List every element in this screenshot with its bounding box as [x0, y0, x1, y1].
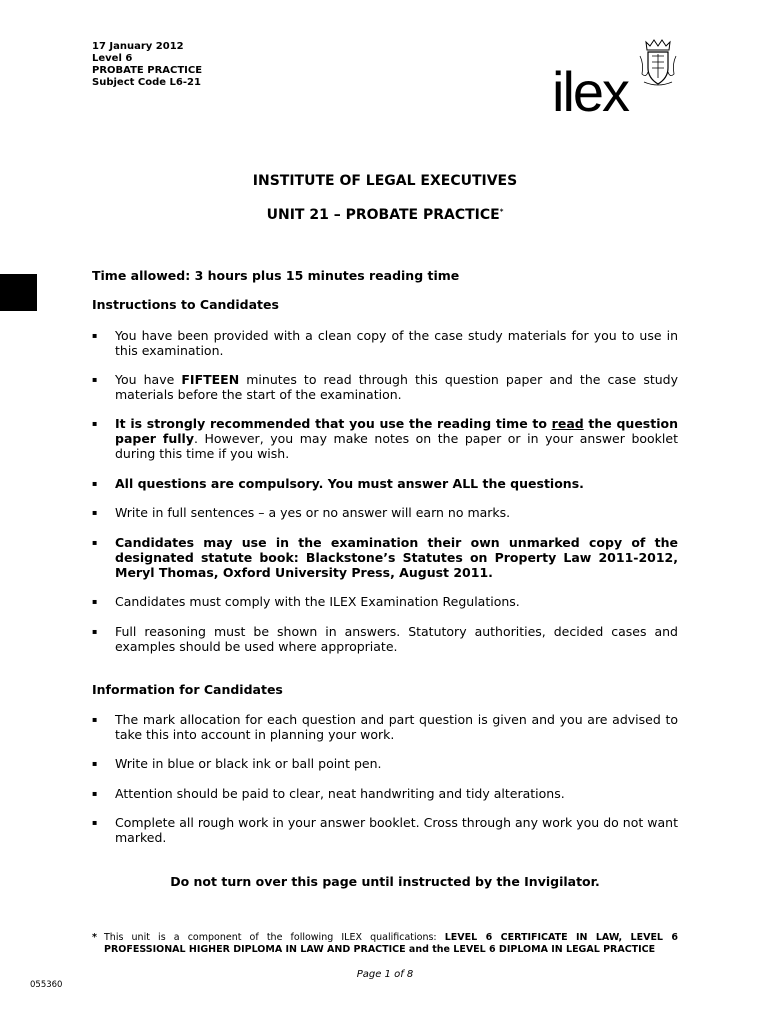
institute-title: INSTITUTE OF LEGAL EXECUTIVES [252, 173, 518, 189]
instruction-item-6 [92, 535, 678, 580]
instruction-item-7 [92, 594, 678, 609]
information-text-1: The mark allocation for each question and part question is given and you are advised to take this into account in planning your work. [115, 712, 678, 742]
instruction-2-bold: FIFTEEN [181, 372, 240, 387]
instruction-text-5: Write in full sentences – a yes or no answer will earn no marks. [115, 505, 511, 520]
bullet-icon: ▪ [92, 818, 98, 827]
footnote [92, 932, 678, 956]
bullet-icon: ▪ [92, 375, 98, 384]
unit-title [0, 207, 770, 223]
bullet-icon: ▪ [92, 789, 98, 798]
instruction-item-8 [92, 624, 678, 654]
instruction-3-rest: . However, you may make notes on the paper or in your answer booklet during this time if you wish. [115, 431, 678, 461]
instruction-text-7: Candidates must comply with the ILEX Examination Regulations. [115, 594, 520, 609]
ilex-logo [552, 38, 677, 123]
instruction-text-4: All questions are compulsory. You must answer ALL the questions. [115, 476, 584, 491]
page-number: Page 1 of 8 [356, 969, 414, 980]
bullet-icon: ▪ [92, 715, 98, 724]
instruction-item-3 [92, 416, 678, 461]
bullet-icon: ▪ [92, 508, 98, 517]
information-item-1 [92, 712, 678, 742]
exam-subject: PROBATE PRACTICE [92, 65, 203, 76]
exam-level: Level 6 [92, 53, 133, 64]
bullet-icon: ▪ [92, 538, 98, 547]
exam-meta [92, 41, 202, 89]
instruction-3-bold-b: the question paper fully [115, 416, 678, 446]
instruction-text-1: You have been provided with a clean copy of the case study materials for you to use in this examination. [115, 328, 678, 358]
exam-date: 17 January 2012 [92, 41, 184, 52]
instruction-2-post: minutes to read through this question paper and the case study materials before the start of the examination. [115, 372, 678, 402]
instruction-2-pre: You have [115, 372, 182, 387]
crest-icon [638, 38, 678, 88]
black-tab-marker [0, 274, 37, 311]
information-item-3 [92, 786, 678, 801]
bullet-icon: ▪ [92, 627, 98, 636]
instruction-item-4 [92, 476, 678, 491]
instruction-text-3 [115, 416, 678, 461]
footnote-qualifications: LEVEL 6 CERTIFICATE IN LAW, LEVEL 6 PROFESSIONAL HIGHER DIPLOMA IN LAW AND PRACTICE and the LEVEL 6 DIPLOMA IN LEGAL PRACTICE [104, 932, 678, 955]
instruction-item-1 [92, 328, 678, 358]
information-heading: Information for Candidates [92, 682, 283, 697]
logo-text: ilex [552, 60, 629, 123]
footnote-pre: This unit is a component of the following ILEX qualifications: [104, 932, 445, 943]
bullet-icon: ▪ [92, 331, 98, 340]
bullet-icon: ▪ [92, 597, 98, 606]
paper-code: 055360 [30, 980, 63, 990]
footnote-text [104, 932, 678, 956]
do-not-turn-notice: Do not turn over this page until instructed by the Invigilator. [170, 874, 600, 889]
information-text-3: Attention should be paid to clear, neat handwriting and tidy alterations. [115, 786, 565, 801]
information-item-2 [92, 756, 678, 771]
bullet-icon: ▪ [92, 479, 98, 488]
instruction-text-2 [115, 372, 678, 402]
instruction-3-bold-a: It is strongly recommended that you use the reading time to [115, 416, 552, 431]
bullet-icon: ▪ [92, 759, 98, 768]
unit-title-mark: * [499, 207, 504, 216]
information-text-4: Complete all rough work in your answer booklet. Cross through any work you do not want marked. [115, 815, 678, 845]
instruction-item-2 [92, 372, 678, 402]
instruction-text-6: Candidates may use in the examination their own unmarked copy of the designated statute book: Blackstone’s Statutes on Property Law 2011-2012, Meryl Thomas, Oxford University Press, August 2011. [115, 535, 678, 580]
footnote-star: * [92, 932, 97, 943]
instructions-heading: Instructions to Candidates [92, 297, 279, 312]
instruction-3-underline: read [551, 416, 584, 431]
bullet-icon: ▪ [92, 419, 98, 428]
instruction-item-5 [92, 505, 678, 520]
subject-code: Subject Code L6-21 [92, 77, 201, 88]
information-text-2: Write in blue or black ink or ball point pen. [115, 756, 382, 771]
information-item-4 [92, 815, 678, 845]
instruction-text-8: Full reasoning must be shown in answers. Statutory authorities, decided cases and examples should be used where appropriate. [115, 624, 678, 654]
unit-title-text: UNIT 21 – PROBATE PRACTICE [266, 207, 500, 223]
time-allowed: Time allowed: 3 hours plus 15 minutes reading time [92, 268, 460, 283]
